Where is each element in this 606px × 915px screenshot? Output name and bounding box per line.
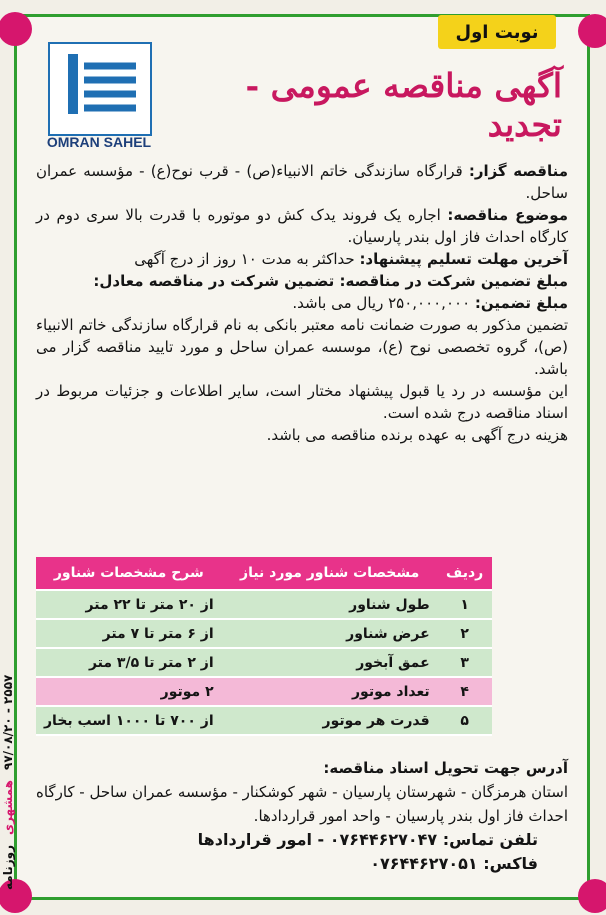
cell: از ۷۰۰ تا ۱۰۰۰ اسب بخار xyxy=(36,706,222,735)
table-row xyxy=(36,648,492,677)
cell: طول شناور xyxy=(222,590,438,619)
company-logo xyxy=(34,42,164,160)
text: این مؤسسه در رد یا قبول پیشنهاد مختار است، سایر اطلاعات و جزئیات مربوط در اسناد مناقصه درج شده است. xyxy=(36,382,568,422)
label: مبلغ تضمین شرکت در مناقصه: تضمین شرکت در مناقصه معادل: xyxy=(93,272,568,290)
newspaper-sidebar xyxy=(0,470,16,890)
paragraph xyxy=(36,160,568,204)
paragraph xyxy=(36,204,568,248)
cell: عمق آبخور xyxy=(222,648,438,677)
header-cell: ردیف xyxy=(438,557,492,590)
label: مناقصه گزار: xyxy=(468,162,568,180)
cell: ۱ xyxy=(438,590,492,619)
paragraph xyxy=(36,248,568,270)
cell: از ۶ متر تا ۷ متر xyxy=(36,619,222,648)
text: قرارگاه سازندگی خاتم الانبیاء(ص) - قرب نوح(ع) - مؤسسه عمران ساحل. xyxy=(36,162,568,202)
label: مبلغ تضمین: xyxy=(474,294,568,312)
issue-date: ۹۷/۰۸/۲۰ - ۲۵۵۷ xyxy=(1,674,15,771)
text: ۲۵۰,۰۰۰,۰۰۰ ریال می باشد. xyxy=(292,294,475,312)
cell: از ۲۰ متر تا ۲۲ متر xyxy=(36,590,222,619)
cell: قدرت هر موتور xyxy=(222,706,438,735)
paragraph xyxy=(36,314,568,380)
header-cell: شرح مشخصات شناور xyxy=(36,557,222,590)
paragraph xyxy=(36,270,568,292)
paper-name: روزنامه xyxy=(1,845,15,890)
ad-title: آگهی مناقصه عمومی - تجدید xyxy=(245,66,562,144)
cell: ۲ xyxy=(438,619,492,648)
phone-line: تلفن تماس: ۰۷۶۴۴۶۲۷۰۴۷ - امور قراردادها xyxy=(197,830,538,849)
cell: عرض شناور xyxy=(222,619,438,648)
paper-brand: همشهری xyxy=(1,780,15,835)
header-cell: مشخصات شناور مورد نیاز xyxy=(222,557,438,590)
table-row xyxy=(36,677,492,706)
text: هزینه درج آگهی به عهده برنده مناقصه می باشد. xyxy=(266,426,568,444)
text: حداکثر به مدت ۱۰ روز از درج آگهی xyxy=(134,250,360,268)
cell: ۴ xyxy=(438,677,492,706)
address-text: استان هرمزگان - شهرستان پارسیان - شهر کوشکنار - مؤسسه عمران ساحل - کارگاه احداث فاز اول بندر پارسیان - واحد امور قراردادها. xyxy=(36,783,568,825)
label: آخرین مهلت تسلیم پیشنهاد: xyxy=(359,250,568,268)
address-title: آدرس جهت تحویل اسناد مناقصه: xyxy=(323,759,568,777)
ad-body xyxy=(36,160,568,446)
corner-dot xyxy=(578,879,606,913)
cell: ۵ xyxy=(438,706,492,735)
paragraph xyxy=(36,292,568,314)
table-row xyxy=(36,706,492,735)
table-row xyxy=(36,590,492,619)
logo-text: OMRAN SAHEL xyxy=(46,134,152,150)
paragraph xyxy=(36,424,568,446)
text: اجاره یک فروند یدک کش دو موتوره با قدرت بالا سری دوم در کارگاه احداث فاز اول بندر پارسیان. xyxy=(36,206,568,246)
corner-dot xyxy=(578,14,606,48)
cell: ۲ موتور xyxy=(36,677,222,706)
wave-logo-icon xyxy=(48,42,152,136)
cell: ۳ xyxy=(438,648,492,677)
cell: از ۲ متر تا ۳/۵ متر xyxy=(36,648,222,677)
address-block xyxy=(36,756,568,876)
round-badge: نوبت اول xyxy=(438,15,556,49)
specs-table xyxy=(36,557,492,736)
table-header xyxy=(36,557,492,590)
text: تضمین مذکور به صورت ضمانت نامه معتبر بانکی به نام قرارگاه سازندگی خاتم الانبیاء (ص)، گروه تخصصی نوح (ع)، موسسه عمران ساحل و مورد تایید مناقصه گزار می باشد. xyxy=(36,316,568,378)
cell: تعداد موتور xyxy=(222,677,438,706)
fax-line: فاکس: ۰۷۶۴۴۶۲۷۰۵۱ xyxy=(370,854,538,873)
paragraph xyxy=(36,380,568,424)
table-row xyxy=(36,619,492,648)
label: موضوع مناقصه: xyxy=(447,206,568,224)
